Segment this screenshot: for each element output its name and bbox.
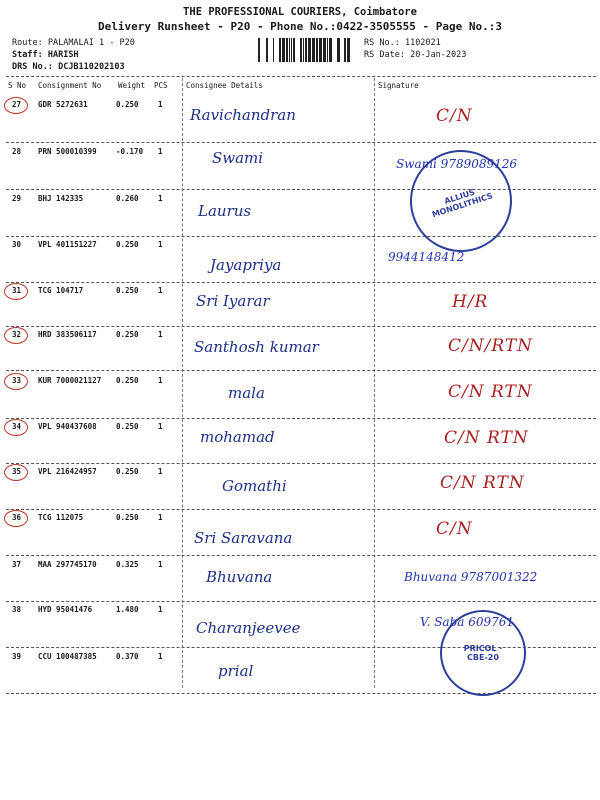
row-consignee: mohamad bbox=[200, 428, 275, 446]
row-weight: 0.250 bbox=[116, 467, 139, 476]
row-consignee: Laurus bbox=[198, 202, 252, 220]
rs-date-value: 20-Jan-2023 bbox=[410, 50, 467, 60]
row-signature: H/R bbox=[452, 292, 489, 312]
row-consignment-no: TCG 104717 bbox=[38, 286, 84, 295]
row-divider bbox=[6, 236, 596, 237]
row-pcs: 1 bbox=[158, 560, 163, 569]
barcode-bar bbox=[319, 38, 322, 62]
row-divider bbox=[6, 370, 596, 371]
row-sno: 33 bbox=[12, 376, 22, 385]
row-divider bbox=[6, 601, 596, 602]
pricol-stamp bbox=[440, 610, 526, 696]
row-consignee: Ravichandran bbox=[190, 106, 296, 124]
row-signature: C/N RTN bbox=[444, 428, 529, 448]
row-weight: 0.260 bbox=[116, 194, 139, 203]
row-pcs: 1 bbox=[158, 652, 163, 661]
row-sno: 30 bbox=[12, 240, 22, 249]
rs-date-line bbox=[364, 50, 466, 60]
barcode-bar bbox=[293, 38, 295, 62]
row-pcs: 1 bbox=[158, 605, 163, 614]
row-consignee: Sri Saravana bbox=[194, 529, 293, 547]
barcode-image bbox=[258, 38, 356, 62]
barcode-bar bbox=[327, 38, 328, 62]
barcode-bar bbox=[316, 38, 318, 62]
row-consignment-no: VPL 940437608 bbox=[38, 422, 97, 431]
barcode-bar bbox=[329, 38, 332, 62]
row-sno: 32 bbox=[12, 330, 22, 339]
row-signature: C/N bbox=[436, 519, 473, 539]
row-signature: Swami 9789089126 bbox=[396, 157, 518, 171]
row-consignment-no: KUR 7000021127 bbox=[38, 376, 102, 385]
row-pcs: 1 bbox=[158, 467, 163, 476]
pricol-stamp-text: PRICOL · CBE-20 bbox=[463, 644, 503, 662]
row-sno: 35 bbox=[12, 467, 22, 476]
barcode-bar bbox=[303, 38, 304, 62]
row-consignment-no: VPL 216424957 bbox=[38, 467, 97, 476]
barcode-bar bbox=[286, 38, 288, 62]
row-weight: 0.250 bbox=[116, 286, 139, 295]
row-consignment-no: PRN 500010399 bbox=[38, 147, 97, 156]
table-top-rule bbox=[6, 76, 596, 77]
barcode-bar bbox=[279, 38, 281, 62]
row-consignment-no: GDR 5272631 bbox=[38, 100, 88, 109]
row-divider bbox=[6, 555, 596, 556]
runsheet-title: Delivery Runsheet - P20 - Phone No.:0422-3505555 - Page No.:3 bbox=[98, 20, 502, 33]
row-signature: C/N RTN bbox=[448, 382, 533, 402]
row-pcs: 1 bbox=[158, 100, 163, 109]
row-sno: 31 bbox=[12, 286, 22, 295]
row-pcs: 1 bbox=[158, 147, 163, 156]
row-sno: 29 bbox=[12, 194, 22, 203]
drs-line bbox=[12, 62, 125, 72]
row-signature: V. Saba 609761 bbox=[420, 615, 515, 629]
signature-divider bbox=[374, 78, 375, 688]
rs-date-label: RS Date: bbox=[364, 50, 405, 60]
row-weight: 0.250 bbox=[116, 240, 139, 249]
row-consignment-no: HRD 383506117 bbox=[38, 330, 97, 339]
barcode-bar bbox=[308, 38, 311, 62]
col-consignment: Consignment No bbox=[38, 81, 102, 90]
row-divider bbox=[6, 463, 596, 464]
route-label: Route: bbox=[12, 38, 43, 48]
row-consignment-no: VPL 401151227 bbox=[38, 240, 97, 249]
row-signature: 9944148412 bbox=[388, 250, 465, 264]
row-signature: C/N/RTN bbox=[448, 336, 534, 356]
row-consignee: Gomathi bbox=[222, 477, 287, 495]
barcode-bar bbox=[337, 38, 340, 62]
staff-line bbox=[12, 50, 79, 60]
row-consignment-no: HYD 95041476 bbox=[38, 605, 93, 614]
row-divider bbox=[6, 693, 596, 694]
row-sno: 27 bbox=[12, 100, 22, 109]
row-consignment-no: MAA 297745170 bbox=[38, 560, 97, 569]
row-sno: 39 bbox=[12, 652, 22, 661]
row-consignee: Santhosh kumar bbox=[194, 338, 319, 356]
row-pcs: 1 bbox=[158, 286, 163, 295]
row-weight: 0.325 bbox=[116, 560, 139, 569]
row-consignment-no: CCU 100487385 bbox=[38, 652, 97, 661]
row-sno: 36 bbox=[12, 513, 22, 522]
row-consignee: mala bbox=[228, 384, 265, 402]
row-divider bbox=[6, 142, 596, 143]
row-pcs: 1 bbox=[158, 240, 163, 249]
col-consignee: Consignee Details bbox=[186, 81, 263, 90]
barcode-bar bbox=[312, 38, 315, 62]
row-divider bbox=[6, 282, 596, 283]
barcode-bar bbox=[347, 38, 350, 62]
row-pcs: 1 bbox=[158, 376, 163, 385]
sno-circle-mark bbox=[4, 373, 28, 390]
row-consignment-no: TCG 112075 bbox=[38, 513, 84, 522]
staff-label: Staff: bbox=[12, 50, 43, 60]
row-pcs: 1 bbox=[158, 422, 163, 431]
row-consignment-no: BHJ 142335 bbox=[38, 194, 84, 203]
row-sno: 37 bbox=[12, 560, 22, 569]
consignee-divider bbox=[182, 78, 183, 688]
barcode-bar bbox=[282, 38, 285, 62]
barcode-bar bbox=[273, 38, 274, 62]
barcode-bar bbox=[344, 38, 346, 62]
row-sno: 28 bbox=[12, 147, 22, 156]
row-weight: 0.250 bbox=[116, 422, 139, 431]
row-pcs: 1 bbox=[158, 194, 163, 203]
row-weight: -0.170 bbox=[116, 147, 144, 156]
row-pcs: 1 bbox=[158, 330, 163, 339]
col-pcs: PCS bbox=[154, 81, 168, 90]
barcode-bar bbox=[305, 38, 307, 62]
route-value: PALAMALAI 1 - P20 bbox=[47, 38, 135, 48]
row-weight: 0.250 bbox=[116, 100, 139, 109]
row-signature: C/N RTN bbox=[440, 473, 525, 493]
row-consignee: Sri Iyarar bbox=[196, 292, 270, 310]
col-signature: Signature bbox=[378, 81, 419, 90]
barcode-bar bbox=[300, 38, 302, 62]
col-sno: S No bbox=[8, 81, 27, 90]
row-consignee: Bhuvana bbox=[206, 568, 273, 586]
sno-circle-mark bbox=[4, 97, 28, 114]
barcode-bar bbox=[289, 38, 290, 62]
row-weight: 0.250 bbox=[116, 330, 139, 339]
col-weight: Weight bbox=[118, 81, 146, 90]
row-sno: 34 bbox=[12, 422, 22, 431]
row-divider bbox=[6, 326, 596, 327]
route-line bbox=[12, 38, 135, 48]
row-pcs: 1 bbox=[158, 513, 163, 522]
sno-circle-mark bbox=[4, 464, 28, 481]
row-consignee: Swami bbox=[212, 149, 264, 167]
barcode-bar bbox=[323, 38, 326, 62]
rs-no-value: 1102021 bbox=[404, 38, 441, 48]
row-weight: 0.370 bbox=[116, 652, 139, 661]
sno-circle-mark bbox=[4, 283, 28, 300]
row-divider bbox=[6, 509, 596, 510]
row-consignee: Charanjeevee bbox=[196, 619, 301, 637]
row-weight: 0.250 bbox=[116, 376, 139, 385]
row-weight: 0.250 bbox=[116, 513, 139, 522]
staff-value: HARISH bbox=[47, 50, 79, 60]
row-weight: 1.480 bbox=[116, 605, 139, 614]
row-consignee: prial bbox=[218, 662, 254, 680]
row-consignee: Jayapriya bbox=[210, 256, 282, 274]
barcode-bar bbox=[266, 38, 268, 62]
sno-circle-mark bbox=[4, 327, 28, 344]
sno-circle-mark bbox=[4, 419, 28, 436]
row-signature: C/N bbox=[436, 106, 473, 126]
rs-no-label: RS No.: bbox=[364, 38, 400, 48]
barcode-bar bbox=[258, 38, 260, 62]
monolithics-stamp bbox=[397, 137, 526, 266]
row-sno: 38 bbox=[12, 605, 22, 614]
row-divider bbox=[6, 418, 596, 419]
sno-circle-mark bbox=[4, 510, 28, 527]
company-title: THE PROFESSIONAL COURIERS, Coimbatore bbox=[183, 6, 417, 18]
rs-no-line bbox=[364, 38, 441, 48]
drs-label: DRS No.: bbox=[12, 62, 53, 72]
row-signature: Bhuvana 9787001322 bbox=[404, 570, 538, 584]
monolithics-stamp-text: ALLIUS MONOLITHICS bbox=[430, 187, 494, 220]
barcode-bar bbox=[291, 38, 292, 62]
drs-value: DCJB110202103 bbox=[58, 62, 125, 72]
